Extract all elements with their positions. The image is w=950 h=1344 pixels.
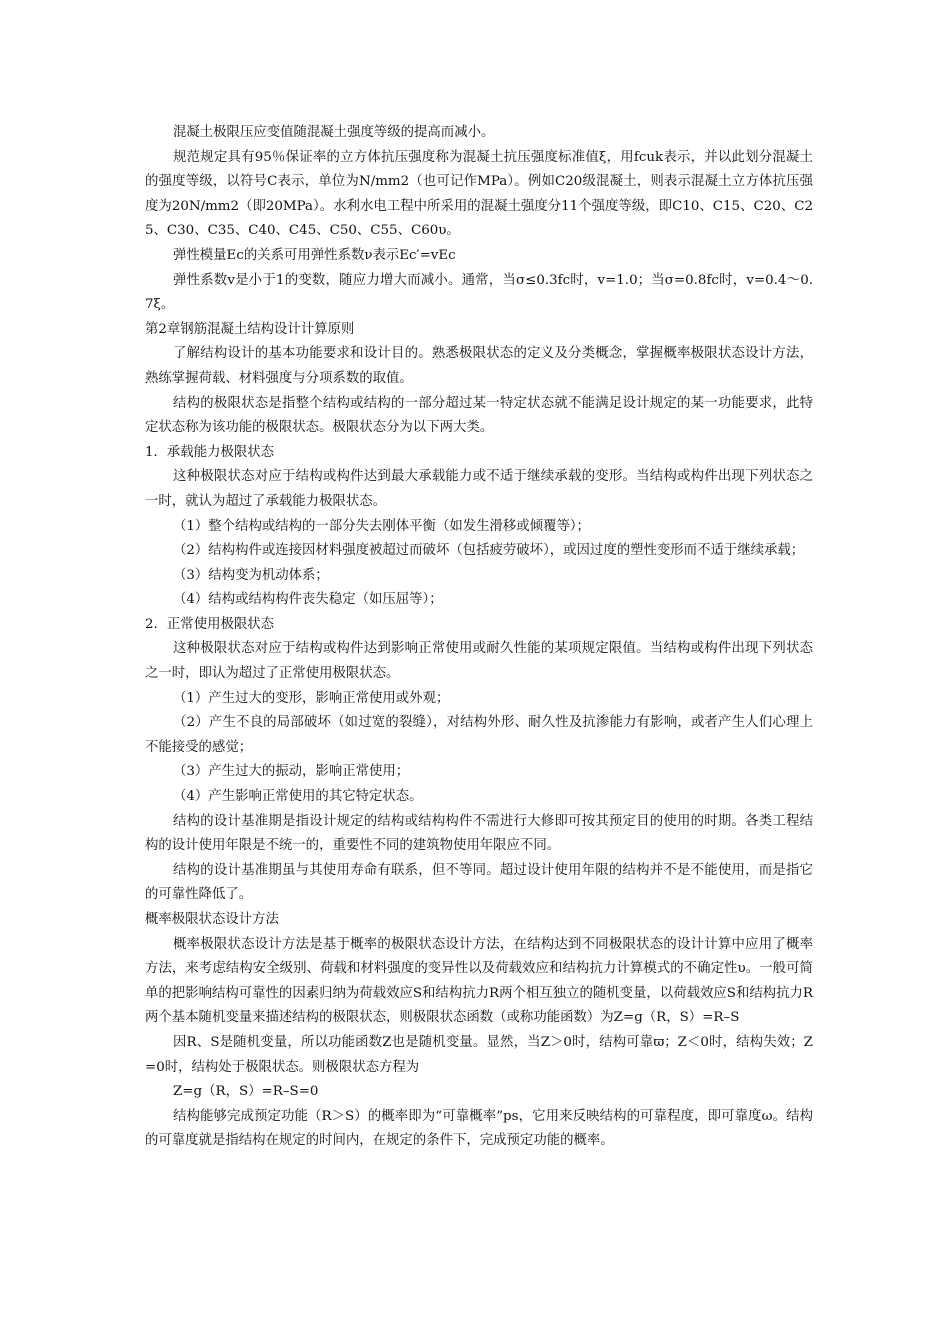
paragraph: （1）产生过大的变形，影响正常使用或外观； <box>173 690 450 706</box>
paragraph: 因R、S是随机变量，所以功能函数Z也是随机变量。显然，当Z＞0时，结构可靠ϖ；Z＜0时，结构失效；Z=0时，结构处于极限状态。则极限状态方程为 <box>145 1034 813 1075</box>
section-heading: 2．正常使用极限状态 <box>145 616 275 632</box>
paragraph: 结构的设计基准期是指设计规定的结构或结构构件不需进行大修即可按其预定目的使用的时期。各类工程结构的设计使用年限是不统一的，重要性不同的建筑物使用年限应不同。 <box>145 813 813 854</box>
paragraph: （1）整个结构或结构的一部分失去刚体平衡（如发生滑移或倾覆等）； <box>173 518 590 534</box>
document-body <box>145 121 813 1154</box>
paragraph: 概率极限状态设计方法是基于概率的极限状态设计方法，在结构达到不同极限状态的设计计算中应用了概率方法，来考虑结构安全级别、荷载和材料强度的变异性以及荷载效应和结构抗力计算模式的不确定性υ。一般可简单的把影响结构可靠性的因素归纳为荷载效应S和结构抗力R两个相互独立的随机变量，以荷载效应S和结构抗力R两个基本随机变量来描述结构的极限状态，则极限状态函数（或称功能函数）为Z=g（R，S）=R–S <box>145 936 813 1026</box>
paragraph: 结构能够完成预定功能（R＞S）的概率即为“可靠概率”ps，它用来反映结构的可靠程度，即可靠度ω。结构的可靠度就是指结构在规定的时间内，在规定的条件下，完成预定功能的概率。 <box>145 1108 813 1149</box>
paragraph: （4）产生影响正常使用的其它特定状态。 <box>173 789 423 805</box>
paragraph: 规范规定具有95％保证率的立方体抗压强度称为混凝土抗压强度标准值ξ，用fcuk表示，并以此划分混凝土的强度等级，以符号C表示，单位为N/mm2（也可记作MPa）。例如C20级混凝土，则表示混凝土立方体抗压强度为20N/mm2（即20MPa）。水利水电工程中所采用的混凝土强度分11个强度等级，即C10、C15、C20、C25、C30、C35、C40、C45、C50、C55、C60υ。 <box>145 149 813 239</box>
section-heading: 概率极限状态设计方法 <box>145 912 279 927</box>
paragraph: Z=g（R，S）=R–S=0 <box>173 1084 319 1100</box>
paragraph: 结构的设计基准期虽与其使用寿命有联系，但不等同。超过设计使用年限的结构并不是不能使用，而是指它的可靠性降低了。 <box>145 862 813 903</box>
paragraph: 结构的极限状态是指整个结构或结构的一部分超过某一特定状态就不能满足设计规定的某一功能要求，此特定状态称为该功能的极限状态。极限状态分为以下两大类。 <box>145 395 813 436</box>
section-heading: 第2章钢筋混凝土结构设计计算原则 <box>145 321 355 337</box>
paragraph: 这种极限状态对应于结构或构件达到影响正常使用或耐久性能的某项规定限值。当结构或构件出现下列状态之一时，即认为超过了正常使用极限状态。 <box>145 641 813 682</box>
paragraph: （2）结构构件或连接因材料强度被超过而破坏（包括疲劳破坏），或因过度的塑性变形而不适于继续承载； <box>173 543 805 559</box>
paragraph: 了解结构设计的基本功能要求和设计目的。熟悉极限状态的定义及分类概念，掌握概率极限状态设计方法，熟练掌握荷载、材料强度与分项系数的取值。 <box>145 346 813 386</box>
paragraph: （3）结构变为机动体系； <box>173 567 329 583</box>
paragraph: 这种极限状态对应于结构或构件达到最大承载能力或不适于继续承载的变形。当结构或构件出现下列状态之一时，就认为超过了承载能力极限状态。 <box>145 469 813 509</box>
section-heading: 1．承载能力极限状态 <box>145 444 275 460</box>
paragraph: （3）产生过大的振动，影响正常使用； <box>173 764 410 780</box>
paragraph: 混凝土极限压应变值随混凝土强度等级的提高而减小。 <box>173 125 495 140</box>
paragraph: （2）产生不良的局部破坏（如过宽的裂缝），对结构外形、耐久性及抗渗能力有影响，或者产生人们心理上不能接受的感觉； <box>145 715 813 755</box>
paragraph: 弹性模量Ec的关系可用弹性系数ν表示Ec′=vEc <box>173 247 456 263</box>
paragraph: 弹性系数v是小于1的变数，随应力增大而减小。通常，当σ≤0.3fc时，v=1.0；当σ=0.8fc时，v=0.4～0.7ξ。 <box>145 272 813 313</box>
paragraph: （4）结构或结构构件丧失稳定（如压屈等）； <box>173 592 443 608</box>
